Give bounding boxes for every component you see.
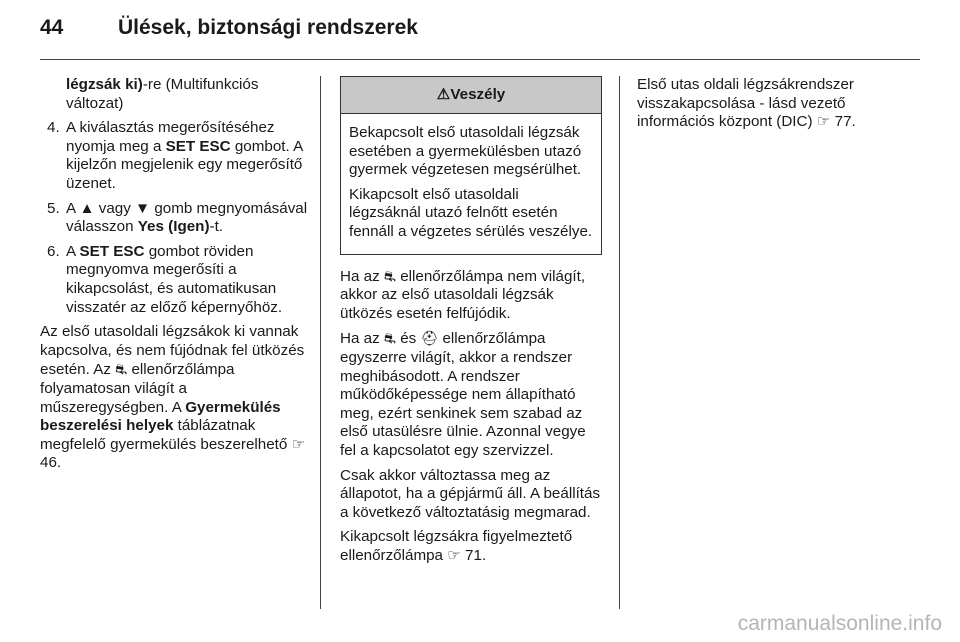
- column-middle: [340, 76, 602, 571]
- paragraph: [340, 329, 602, 460]
- column-right: [637, 76, 905, 138]
- text: A kiválasztás megerősítéséhez nyomja meg a: [66, 119, 275, 155]
- text: Ha az: [340, 267, 384, 285]
- watermark: carmanualsonline.info: [737, 612, 942, 635]
- list-number: 4.: [47, 119, 60, 137]
- column-divider-2: [619, 76, 620, 609]
- page-reference: ☞ 71.: [447, 546, 487, 564]
- warning-body: [341, 114, 601, 254]
- airbag-off-icon: ⛐: [115, 361, 128, 378]
- text: Ha az: [340, 330, 384, 348]
- warning-paragraph: Kikapcsolt első utasoldali légzsáknál utazó felnőtt esetén fennáll a végzetes sérülés veszélye.: [349, 185, 593, 240]
- paragraph: [340, 528, 602, 565]
- text: Első utas oldali légzsákrendszer visszakapcsolása - lásd vezető információs központ (DIC): [637, 76, 854, 131]
- continued-text: -re (Multifunkciós változat): [66, 76, 259, 112]
- list-item: [40, 200, 308, 237]
- list-text: [66, 243, 308, 317]
- text: ellenőrzőlámpa nem világít, akkor az első utasoldali légzsák ütközés esetén felfújódik.: [340, 267, 586, 322]
- list-item: [40, 243, 308, 317]
- text: ellenőrzőlámpa folyamatosan világít a műszeregységben. A: [40, 361, 235, 416]
- text: Kikapcsolt légzsákra figyelmeztető ellenőrzőlámpa: [340, 528, 573, 564]
- warning-title: Veszély: [450, 86, 506, 103]
- header-rule: [40, 59, 920, 60]
- bold-text: SET ESC: [79, 242, 145, 260]
- warning-box: [340, 76, 602, 255]
- text: táblázatnak megfelelő gyermekülés beszerelhető: [40, 417, 292, 453]
- page-title: Ülések, biztonsági rendszerek: [118, 16, 418, 39]
- airbag-off-icon: ⛐: [383, 267, 396, 284]
- list-number: 5.: [47, 199, 60, 217]
- list-item: [40, 119, 308, 193]
- warning-header: [341, 77, 601, 114]
- continued-item: [40, 76, 308, 113]
- list-text: [66, 200, 308, 237]
- bold-text: SET ESC: [165, 137, 231, 155]
- page-header: [40, 16, 418, 52]
- text: és: [396, 330, 421, 348]
- airbag-on-icon: ⛑: [420, 330, 439, 347]
- column-left: [40, 76, 308, 479]
- page-reference: ☞ 77.: [816, 113, 856, 131]
- paragraph: [340, 267, 602, 324]
- bold-text: Gyermekülés beszerelési helyek: [40, 398, 281, 435]
- warning-icon: ⚠: [436, 86, 451, 103]
- text: A: [66, 242, 80, 260]
- page-reference: ☞ 46.: [40, 435, 306, 472]
- text: gombot. A kijelzőn megjelenik egy megerősítő üzenet.: [66, 137, 303, 192]
- text: Az első utasoldali légzsákok ki vannak kapcsolva, és nem fújódnak fel ütközés esetén. Az: [40, 323, 305, 379]
- column-divider-1: [320, 76, 321, 609]
- list-number: 6.: [47, 242, 60, 260]
- list-text: [66, 119, 308, 193]
- warning-paragraph: Bekapcsolt első utasoldali légzsák esetében a gyermekülésben utazó gyermek végzetesen megsérülhet.: [349, 124, 582, 179]
- paragraph: [637, 76, 905, 132]
- text: A ▲ vagy ▼ gomb megnyomásával válasszon: [66, 199, 308, 236]
- bold-text: Yes (Igen): [137, 218, 210, 236]
- airbag-off-icon: ⛐: [383, 330, 396, 347]
- text: gombot röviden megnyomva megerősíti a kikapcsolást, és automatikusan visszatér az előző képernyőhöz.: [66, 242, 283, 316]
- paragraph-airbag-off: [40, 323, 308, 473]
- page-number: 44: [40, 16, 64, 39]
- text: -t.: [209, 218, 224, 236]
- text: ellenőrzőlámpa egyszerre világít, akkor a rendszer meghibásodott. A rendszer működőképessége nem állapítható meg, ezért senkinek sem szabad az első utasülésre ülnie. Azonnal vegye fel a kapcsolatot egy szervizzel.: [340, 330, 586, 459]
- continued-bold: légzsák ki): [66, 76, 143, 93]
- paragraph: Csak akkor változtassa meg az állapotot, ha a gépjármű áll. A beállítás a következő változtatásig megmarad.: [340, 466, 601, 521]
